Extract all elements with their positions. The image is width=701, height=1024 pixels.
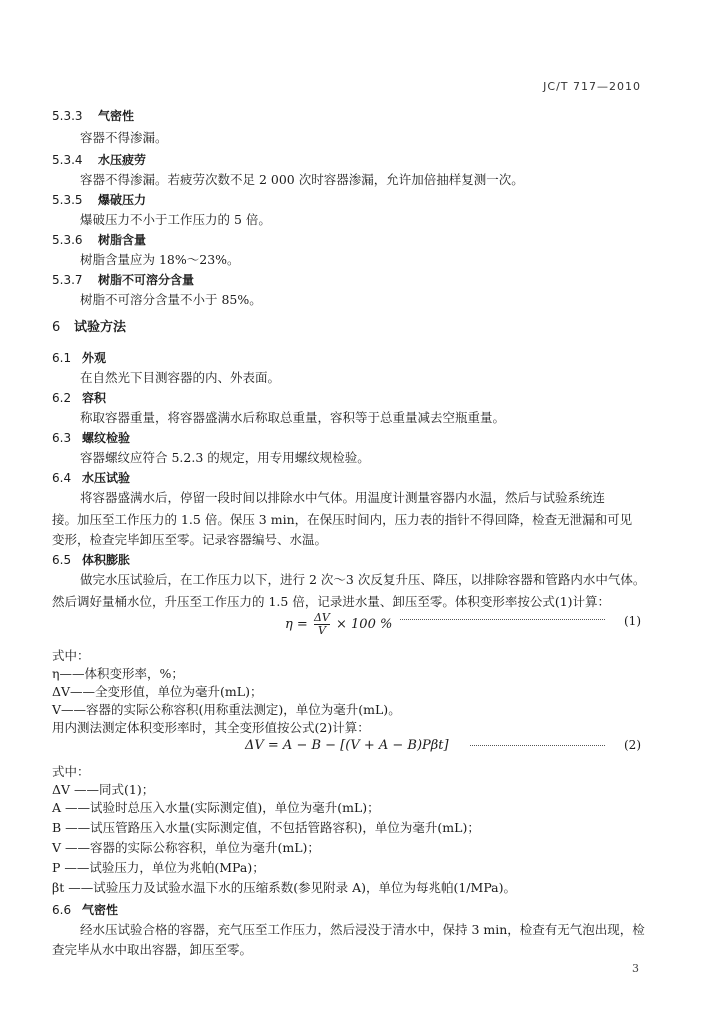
section-6-5-line-2: 然后调好量桶水位，升压至工作压力的 1.5 倍，记录进水量、卸压至零。体积变形率按公式(1)计算： bbox=[52, 594, 611, 609]
section-5-3-7-heading: 5.3.7 树脂不可溶分含量 bbox=[52, 273, 195, 287]
equation-1-number: (1) bbox=[624, 614, 641, 628]
equation-2-expression: ΔV = A − B − [(V + A − B)Pβt] bbox=[245, 738, 449, 753]
section-6-2-heading: 6.2 容积 bbox=[52, 391, 107, 405]
section-5-3-4-heading: 5.3.4 水压疲劳 bbox=[52, 153, 147, 167]
section-6-6-line-2: 查完毕从水中取出容器，卸压至零。 bbox=[52, 942, 253, 957]
definition-eta: η——体积变形率，%； bbox=[52, 666, 184, 681]
section-5-3-6-heading: 5.3.6 树脂含量 bbox=[52, 233, 147, 247]
definition-delta-v: ΔV——全变形值，单位为毫升(mL)； bbox=[52, 684, 263, 699]
section-6-4-line-1: 将容器盛满水后，停留一段时间以排除水中气体。用温度计测量容器内水温，然后与试验系统连 bbox=[80, 490, 606, 505]
chapter-6-heading: 6 试验方法 bbox=[52, 320, 127, 335]
equation-1-leader bbox=[400, 619, 605, 620]
section-6-4-line-3: 变形，检查完毕卸压至零。记录容器编号、水温。 bbox=[52, 532, 328, 547]
where-label-2: 式中： bbox=[52, 764, 90, 779]
page-number: 3 bbox=[632, 962, 639, 975]
section-6-4-line-2: 接。加压至工作压力的 1.5 倍。保压 3 min，在保压时间内，压力表的指针不得回降，检查无泄漏和可见 bbox=[52, 512, 633, 527]
definition-p: P ——试验压力，单位为兆帕(MPa)； bbox=[52, 860, 265, 875]
section-6-2-body: 称取容器重量，将容器盛满水后称取总重量，容积等于总重量减去空瓶重量。 bbox=[80, 410, 506, 425]
definition-v: V——容器的实际公称容积(用称重法测定)，单位为毫升(mL)。 bbox=[52, 702, 401, 717]
equation-2-number: (2) bbox=[624, 738, 641, 752]
section-5-3-4-body: 容器不得渗漏。若疲劳次数不足 2 000 次时容器渗漏，允许加倍抽样复测一次。 bbox=[80, 172, 524, 187]
section-6-3-heading: 6.3 螺纹检验 bbox=[52, 431, 131, 445]
definition-a: A ——试验时总压入水量(实际测定值)，单位为毫升(mL)； bbox=[52, 800, 380, 815]
equation-1-expression: η = $\frac{\Delta V}{V}$ × 100 % bbox=[285, 611, 393, 637]
section-6-6-line-1: 经水压试验合格的容器，充气压至工作压力，然后浸没于清水中，保持 3 min，检查有无气泡出现，检 bbox=[80, 922, 645, 937]
section-5-3-7-body: 树脂不可溶分含量不小于 85%。 bbox=[80, 292, 262, 307]
section-6-5-line-1: 做完水压试验后，在工作压力以下，进行 2 次～3 次反复升压、降压，以排除容器和管路内水中气体。 bbox=[80, 572, 646, 587]
section-6-1-heading: 6.1 外观 bbox=[52, 351, 107, 365]
section-5-3-5-heading: 5.3.5 爆破压力 bbox=[52, 193, 147, 207]
inner-method-text: 用内测法测定体积变形率时，其全变形值按公式(2)计算： bbox=[52, 720, 370, 735]
where-label-1: 式中： bbox=[52, 648, 90, 663]
section-5-3-6-body: 树脂含量应为 18%～23%。 bbox=[80, 252, 240, 267]
section-6-4-heading: 6.4 水压试验 bbox=[52, 471, 131, 485]
definition-beta: βt ——试验压力及试验水温下水的压缩系数(参见附录 A)，单位为每兆帕(1/MPa)。 bbox=[52, 880, 516, 895]
standard-number: JC/T 717—2010 bbox=[543, 80, 641, 93]
section-5-3-3-body: 容器不得渗漏。 bbox=[80, 130, 168, 145]
equation-2-leader bbox=[470, 745, 605, 746]
definition-2-v: V ——容器的实际公称容积，单位为毫升(mL)； bbox=[52, 840, 320, 855]
definition-b: B ——试压管路压入水量(实际测定值，不包括管路容积)，单位为毫升(mL)； bbox=[52, 820, 480, 835]
section-6-3-body: 容器螺纹应符合 5.2.3 的规定，用专用螺纹规检验。 bbox=[80, 450, 370, 465]
section-6-5-heading: 6.5 体积膨胀 bbox=[52, 553, 131, 567]
section-6-1-body: 在自然光下目测容器的内、外表面。 bbox=[80, 370, 281, 385]
definition-2-delta-v: ΔV ——同式(1)； bbox=[52, 782, 155, 797]
section-5-3-3-heading: 5.3.3 气密性 bbox=[52, 109, 135, 123]
section-6-6-heading: 6.6 气密性 bbox=[52, 903, 119, 917]
equation-1-fraction: $\frac{\Delta V}{V}$ bbox=[313, 611, 330, 637]
section-5-3-5-body: 爆破压力不小于工作压力的 5 倍。 bbox=[80, 212, 271, 227]
